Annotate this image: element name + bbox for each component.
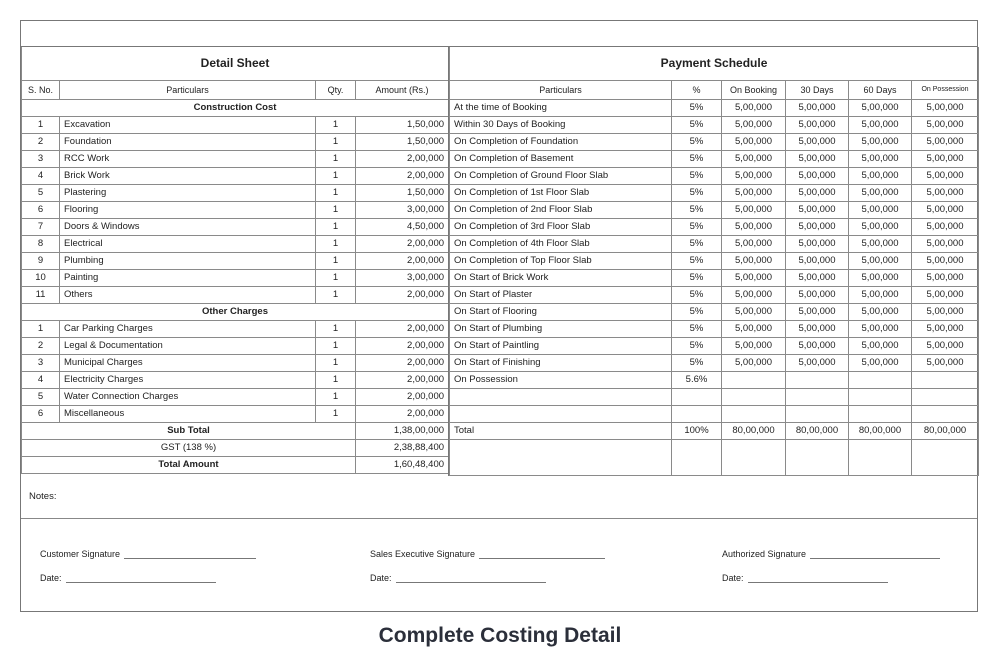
authorized-signature-line — [810, 549, 940, 559]
ps-on-possession: 5,00,000 — [912, 235, 979, 252]
item-sno: 3 — [22, 150, 60, 167]
ps-total-d: 80,00,000 — [912, 422, 979, 439]
table-row — [22, 371, 449, 388]
ps-total-pct: 100% — [672, 422, 722, 439]
ps-on-booking — [722, 388, 786, 405]
item-sno: 5 — [22, 184, 60, 201]
detail-sheet-title: Detail Sheet — [22, 47, 449, 80]
item-amount: 2,00,000 — [356, 150, 449, 167]
ps-60-days: 5,00,000 — [849, 218, 912, 235]
table-row — [450, 201, 979, 218]
sales-signature — [370, 549, 605, 559]
item-qty: 1 — [316, 133, 356, 150]
item-qty: 1 — [316, 286, 356, 303]
sales-signature-label: Sales Executive Signature — [370, 549, 476, 559]
item-name: Water Connection Charges — [60, 388, 316, 405]
item-amount: 2,00,000 — [356, 405, 449, 422]
ps-on-booking: 5,00,000 — [722, 184, 786, 201]
item-name: Flooring — [60, 201, 316, 218]
ps-on-possession: 5,00,000 — [912, 218, 979, 235]
ps-on-possession: 5,00,000 — [912, 286, 979, 303]
table-row — [22, 133, 449, 150]
ps-60-days: 5,00,000 — [849, 235, 912, 252]
ps-particular: On Completion of Foundation — [450, 133, 672, 150]
ps-60-days: 5,00,000 — [849, 184, 912, 201]
ps-on-possession: 5,00,000 — [912, 184, 979, 201]
ps-pct: 5% — [672, 235, 722, 252]
customer-signature-line — [124, 549, 256, 559]
ps-header-on-possession: On Possession — [912, 80, 979, 99]
ps-on-booking: 5,00,000 — [722, 269, 786, 286]
table-row — [22, 388, 449, 405]
sales-date-label: Date: — [370, 573, 392, 583]
ps-60-days: 5,00,000 — [849, 286, 912, 303]
customer-signature-label: Customer Signature — [40, 549, 121, 559]
ps-on-possession: 5,00,000 — [912, 150, 979, 167]
header-qty: Qty. — [316, 80, 356, 99]
item-qty: 1 — [316, 150, 356, 167]
ps-header-60-days: 60 Days — [849, 80, 912, 99]
ps-total-c: 80,00,000 — [849, 422, 912, 439]
item-sno: 9 — [22, 252, 60, 269]
payment-schedule-table — [449, 47, 979, 476]
ps-60-days — [849, 388, 912, 405]
ps-30-days: 5,00,000 — [786, 218, 849, 235]
item-qty: 1 — [316, 218, 356, 235]
item-name: Foundation — [60, 133, 316, 150]
sub-total-value: 1,38,00,000 — [356, 422, 449, 439]
table-row — [450, 337, 979, 354]
ps-30-days: 5,00,000 — [786, 269, 849, 286]
item-qty: 1 — [316, 167, 356, 184]
ps-total-b: 80,00,000 — [786, 422, 849, 439]
notes-divider — [21, 518, 977, 519]
table-row — [22, 320, 449, 337]
item-amount: 2,00,000 — [356, 320, 449, 337]
ps-particular: On Start of Plaster — [450, 286, 672, 303]
item-sno: 10 — [22, 269, 60, 286]
ps-30-days: 5,00,000 — [786, 167, 849, 184]
ps-30-days: 5,00,000 — [786, 116, 849, 133]
customer-signature — [40, 549, 256, 559]
item-sno: 4 — [22, 167, 60, 184]
item-amount: 2,00,000 — [356, 388, 449, 405]
top-band — [21, 21, 977, 47]
ps-on-booking: 5,00,000 — [722, 218, 786, 235]
ps-pct: 5.6% — [672, 371, 722, 388]
sales-signature-line — [479, 549, 605, 559]
item-name: Miscellaneous — [60, 405, 316, 422]
item-qty: 1 — [316, 354, 356, 371]
ps-on-possession: 5,00,000 — [912, 201, 979, 218]
ps-60-days — [849, 405, 912, 422]
item-name: Painting — [60, 269, 316, 286]
ps-on-booking — [722, 405, 786, 422]
authorized-signature-label: Authorized Signature — [722, 549, 807, 559]
table-row — [450, 303, 979, 320]
ps-on-possession: 5,00,000 — [912, 99, 979, 116]
total-amount-label: Total Amount — [22, 456, 356, 473]
customer-date-line — [66, 573, 216, 583]
ps-pct: 5% — [672, 184, 722, 201]
ps-particular: On Completion of 1st Floor Slab — [450, 184, 672, 201]
table-row — [450, 354, 979, 371]
item-amount: 2,00,000 — [356, 354, 449, 371]
ps-on-booking: 5,00,000 — [722, 354, 786, 371]
ps-pct: 5% — [672, 201, 722, 218]
ps-pct: 5% — [672, 99, 722, 116]
ps-60-days: 5,00,000 — [849, 150, 912, 167]
table-row — [450, 116, 979, 133]
ps-pct — [672, 388, 722, 405]
table-row — [450, 99, 979, 116]
item-qty: 1 — [316, 405, 356, 422]
item-sno: 8 — [22, 235, 60, 252]
item-sno: 11 — [22, 286, 60, 303]
item-qty: 1 — [316, 320, 356, 337]
authorized-date — [722, 573, 888, 583]
item-sno: 2 — [22, 337, 60, 354]
ps-on-booking: 5,00,000 — [722, 337, 786, 354]
customer-date-label: Date: — [40, 573, 62, 583]
ps-particular: On Completion of Basement — [450, 150, 672, 167]
section-row — [22, 99, 449, 116]
item-qty: 1 — [316, 388, 356, 405]
item-sno: 5 — [22, 388, 60, 405]
ps-filler-cell — [912, 439, 979, 475]
table-row — [22, 235, 449, 252]
ps-on-booking: 5,00,000 — [722, 133, 786, 150]
ps-filler-cell — [672, 439, 722, 475]
table-row — [22, 218, 449, 235]
ps-on-possession: 5,00,000 — [912, 167, 979, 184]
item-amount: 2,00,000 — [356, 252, 449, 269]
item-sno: 1 — [22, 320, 60, 337]
ps-particular: Within 30 Days of Booking — [450, 116, 672, 133]
table-row — [22, 201, 449, 218]
ps-on-possession: 5,00,000 — [912, 269, 979, 286]
ps-particular — [450, 388, 672, 405]
ps-filler-cell — [450, 439, 672, 475]
table-row — [22, 405, 449, 422]
item-amount: 1,50,000 — [356, 133, 449, 150]
ps-30-days: 5,00,000 — [786, 252, 849, 269]
item-sno: 2 — [22, 133, 60, 150]
other-charges-label: Other Charges — [22, 303, 449, 320]
table-row — [450, 184, 979, 201]
ps-pct: 5% — [672, 252, 722, 269]
ps-60-days: 5,00,000 — [849, 303, 912, 320]
item-qty: 1 — [316, 252, 356, 269]
ps-on-booking — [722, 371, 786, 388]
item-amount: 2,00,000 — [356, 371, 449, 388]
ps-filler-row — [450, 439, 979, 475]
ps-on-possession: 5,00,000 — [912, 354, 979, 371]
ps-total-row — [450, 422, 979, 439]
item-amount: 1,50,000 — [356, 184, 449, 201]
ps-pct — [672, 405, 722, 422]
item-amount: 1,50,000 — [356, 116, 449, 133]
section-row — [22, 303, 449, 320]
ps-pct: 5% — [672, 354, 722, 371]
ps-30-days: 5,00,000 — [786, 320, 849, 337]
ps-on-possession — [912, 388, 979, 405]
ps-pct: 5% — [672, 320, 722, 337]
ps-30-days: 5,00,000 — [786, 286, 849, 303]
ps-30-days: 5,00,000 — [786, 337, 849, 354]
sub-total-row — [22, 422, 449, 439]
ps-particular: On Start of Plumbing — [450, 320, 672, 337]
table-row — [22, 116, 449, 133]
ps-pct: 5% — [672, 150, 722, 167]
header-sno: S. No. — [22, 80, 60, 99]
ps-30-days: 5,00,000 — [786, 184, 849, 201]
ps-header-30-days: 30 Days — [786, 80, 849, 99]
item-name: Car Parking Charges — [60, 320, 316, 337]
item-name: Plastering — [60, 184, 316, 201]
notes-label: Notes: — [29, 491, 57, 502]
item-name: Excavation — [60, 116, 316, 133]
item-amount: 2,00,000 — [356, 167, 449, 184]
item-amount: 2,00,000 — [356, 286, 449, 303]
item-name: Legal & Documentation — [60, 337, 316, 354]
table-row — [450, 235, 979, 252]
item-qty: 1 — [316, 269, 356, 286]
sales-date-line — [396, 573, 546, 583]
item-sno: 4 — [22, 371, 60, 388]
ps-particular: On Completion of Ground Floor Slab — [450, 167, 672, 184]
ps-pct: 5% — [672, 286, 722, 303]
ps-on-booking: 5,00,000 — [722, 167, 786, 184]
ps-particular: On Start of Paintling — [450, 337, 672, 354]
ps-60-days: 5,00,000 — [849, 167, 912, 184]
ps-on-possession — [912, 371, 979, 388]
ps-30-days — [786, 371, 849, 388]
sales-date — [370, 573, 546, 583]
table-row — [450, 150, 979, 167]
ps-30-days: 5,00,000 — [786, 303, 849, 320]
item-qty: 1 — [316, 201, 356, 218]
ps-on-booking: 5,00,000 — [722, 201, 786, 218]
total-amount-value: 1,60,48,400 — [356, 456, 449, 473]
table-row — [22, 337, 449, 354]
ps-on-possession — [912, 405, 979, 422]
table-row — [450, 320, 979, 337]
table-row — [22, 286, 449, 303]
gst-row — [22, 439, 449, 456]
sub-total-label: Sub Total — [22, 422, 356, 439]
item-sno: 6 — [22, 405, 60, 422]
ps-particular: On Start of Finishing — [450, 354, 672, 371]
ps-60-days: 5,00,000 — [849, 252, 912, 269]
detail-sheet-panel — [21, 47, 448, 474]
ps-header-particulars: Particulars — [450, 80, 672, 99]
table-row — [22, 354, 449, 371]
item-qty: 1 — [316, 184, 356, 201]
table-row — [22, 167, 449, 184]
ps-total-a: 80,00,000 — [722, 422, 786, 439]
ps-particular: At the time of Booking — [450, 99, 672, 116]
costing-sheet — [20, 20, 978, 612]
item-sno: 6 — [22, 201, 60, 218]
ps-on-possession: 5,00,000 — [912, 337, 979, 354]
ps-on-booking: 5,00,000 — [722, 150, 786, 167]
ps-pct: 5% — [672, 116, 722, 133]
table-row — [22, 150, 449, 167]
ps-on-possession: 5,00,000 — [912, 303, 979, 320]
table-row — [450, 218, 979, 235]
item-name: Brick Work — [60, 167, 316, 184]
item-sno: 7 — [22, 218, 60, 235]
ps-60-days: 5,00,000 — [849, 354, 912, 371]
ps-30-days: 5,00,000 — [786, 235, 849, 252]
ps-60-days: 5,00,000 — [849, 99, 912, 116]
ps-30-days: 5,00,000 — [786, 133, 849, 150]
ps-on-booking: 5,00,000 — [722, 303, 786, 320]
table-row — [22, 269, 449, 286]
gst-label: GST (138 %) — [22, 439, 356, 456]
item-name: Electrical — [60, 235, 316, 252]
item-name: RCC Work — [60, 150, 316, 167]
ps-particular: On Completion of Top Floor Slab — [450, 252, 672, 269]
gst-value: 2,38,88,400 — [356, 439, 449, 456]
table-row — [22, 252, 449, 269]
item-qty: 1 — [316, 337, 356, 354]
ps-filler-cell — [849, 439, 912, 475]
ps-pct: 5% — [672, 167, 722, 184]
ps-pct: 5% — [672, 133, 722, 150]
ps-on-booking: 5,00,000 — [722, 116, 786, 133]
authorized-signature — [722, 549, 940, 559]
total-amount-row — [22, 456, 449, 473]
table-row — [450, 167, 979, 184]
ps-particular: On Completion of 4th Floor Slab — [450, 235, 672, 252]
ps-on-possession: 5,00,000 — [912, 252, 979, 269]
item-amount: 3,00,000 — [356, 269, 449, 286]
ps-particular: On Completion of 3rd Floor Slab — [450, 218, 672, 235]
ps-60-days — [849, 371, 912, 388]
ps-60-days: 5,00,000 — [849, 337, 912, 354]
payment-schedule-panel — [448, 47, 977, 476]
header-particulars: Particulars — [60, 80, 316, 99]
table-row — [450, 388, 979, 405]
ps-60-days: 5,00,000 — [849, 269, 912, 286]
ps-60-days: 5,00,000 — [849, 320, 912, 337]
table-row — [450, 133, 979, 150]
page-caption: Complete Costing Detail — [378, 624, 622, 647]
item-sno: 3 — [22, 354, 60, 371]
ps-30-days — [786, 405, 849, 422]
ps-on-possession: 5,00,000 — [912, 133, 979, 150]
ps-pct: 5% — [672, 269, 722, 286]
ps-particular — [450, 405, 672, 422]
ps-30-days: 5,00,000 — [786, 354, 849, 371]
item-qty: 1 — [316, 235, 356, 252]
ps-on-booking: 5,00,000 — [722, 286, 786, 303]
construction-cost-label: Construction Cost — [22, 99, 449, 116]
item-name: Plumbing — [60, 252, 316, 269]
ps-60-days: 5,00,000 — [849, 201, 912, 218]
ps-on-booking: 5,00,000 — [722, 252, 786, 269]
item-amount: 4,50,000 — [356, 218, 449, 235]
ps-60-days: 5,00,000 — [849, 116, 912, 133]
ps-30-days: 5,00,000 — [786, 99, 849, 116]
table-row — [450, 405, 979, 422]
payment-schedule-title: Payment Schedule — [450, 47, 979, 80]
ps-30-days: 5,00,000 — [786, 150, 849, 167]
ps-pct: 5% — [672, 303, 722, 320]
item-name: Doors & Windows — [60, 218, 316, 235]
ps-filler-cell — [786, 439, 849, 475]
table-row — [450, 286, 979, 303]
ps-on-possession: 5,00,000 — [912, 116, 979, 133]
item-amount: 2,00,000 — [356, 235, 449, 252]
table-row — [450, 269, 979, 286]
item-qty: 1 — [316, 116, 356, 133]
item-name: Others — [60, 286, 316, 303]
item-qty: 1 — [316, 371, 356, 388]
table-row — [450, 371, 979, 388]
ps-60-days: 5,00,000 — [849, 133, 912, 150]
ps-30-days: 5,00,000 — [786, 201, 849, 218]
table-row — [450, 252, 979, 269]
ps-on-booking: 5,00,000 — [722, 320, 786, 337]
customer-date — [40, 573, 216, 583]
item-amount: 2,00,000 — [356, 337, 449, 354]
ps-30-days — [786, 388, 849, 405]
ps-particular: On Possession — [450, 371, 672, 388]
authorized-date-line — [748, 573, 888, 583]
ps-on-possession: 5,00,000 — [912, 320, 979, 337]
header-amount: Amount (Rs.) — [356, 80, 449, 99]
ps-pct: 5% — [672, 218, 722, 235]
ps-filler-cell — [722, 439, 786, 475]
item-amount: 3,00,000 — [356, 201, 449, 218]
ps-particular: On Start of Brick Work — [450, 269, 672, 286]
ps-particular: On Completion of 2nd Floor Slab — [450, 201, 672, 218]
ps-pct: 5% — [672, 337, 722, 354]
ps-particular: On Start of Flooring — [450, 303, 672, 320]
ps-header-pct: % — [672, 80, 722, 99]
item-name: Electricity Charges — [60, 371, 316, 388]
ps-on-booking: 5,00,000 — [722, 99, 786, 116]
ps-total-name: Total — [450, 422, 672, 439]
ps-on-booking: 5,00,000 — [722, 235, 786, 252]
item-name: Municipal Charges — [60, 354, 316, 371]
table-row — [22, 184, 449, 201]
detail-sheet-table — [21, 47, 449, 474]
ps-header-on-booking: On Booking — [722, 80, 786, 99]
authorized-date-label: Date: — [722, 573, 744, 583]
item-sno: 1 — [22, 116, 60, 133]
